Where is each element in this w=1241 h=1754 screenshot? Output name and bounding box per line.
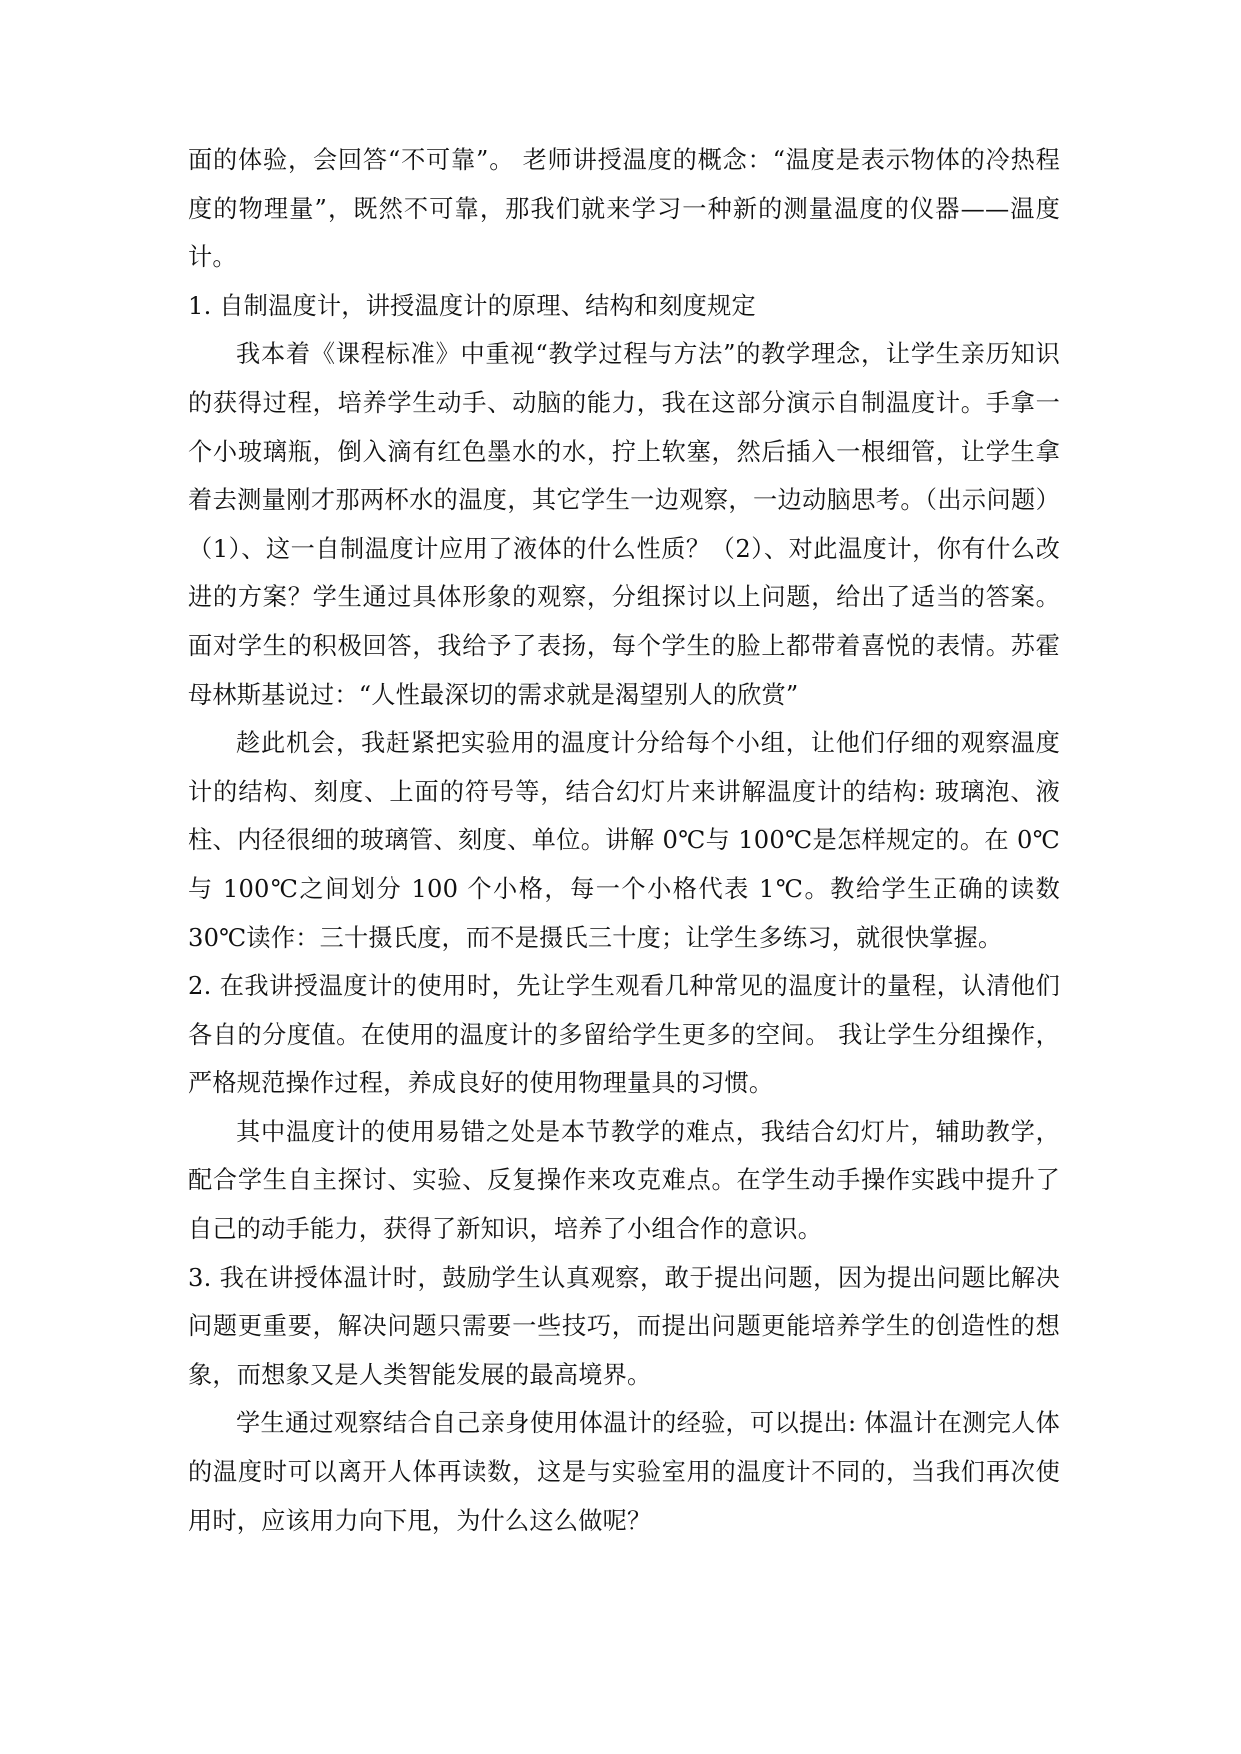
heading-2-thermometer-usage: 2. 在我讲授温度计的使用时，先让学生观看几种常见的温度计的量程，认清他们各自的分度值。在使用的温度计的多留给学生更多的空间。 我让学生分组操作，严格规范操作过程，养成良好的使用物理量具的习惯。 [188, 972, 1060, 1098]
paragraph-usage-difficulty: 其中温度计的使用易错之处是本节教学的难点，我结合幻灯片，辅助教学，配合学生自主探讨、实验、反复操作来攻克难点。在学生动手操作实践中提升了自己的动手能力，获得了新知识，培养了小组合作的意识。 [188, 1117, 1060, 1244]
document-page [188, 136, 1060, 1545]
paragraph-thermometer-structure: 趁此机会，我赶紧把实验用的温度计分给每个小组，让他们仔细的观察温度计的结构、刻度、上面的符号等，结合幻灯片来讲解温度计的结构: 玻璃泡、液柱、内径很细的玻璃管、刻度、单位。讲解 0℃与 100℃是怎样规定的。在 0℃与 100℃之间划分 100 个小格，每一个小格代表 1℃。教给学生正确的读数 30℃读作：三十摄氏度，而不是摄氏三十度；让学生多练习，就很快掌握。 [188, 729, 1060, 952]
heading-3-clinical-thermometer: 3. 我在讲授体温计时，鼓励学生认真观察，敢于提出问题，因为提出问题比解决问题更重要，解决问题只需要一些技巧，而提出问题更能培养学生的创造性的想象，而想象又是人类智能发展的最高境界。 [188, 1263, 1060, 1389]
paragraph-course-standard: 我本着《课程标准》中重视“教学过程与方法”的教学理念，让学生亲历知识的获得过程，培养学生动手、动脑的能力，我在这部分演示自制温度计。手拿一个小玻璃瓶，倒入滴有红色墨水的水，拧上软塞，然后插入一根细管，让学生拿着去测量刚才那两杯水的温度，其它学生一边观察，一边动脑思考。（出示问题）（1）、这一自制温度计应用了液体的什么性质？（2）、对此温度计，你有什么改进的方案？学生通过具体形象的观察，分组探讨以上问题，给出了适当的答案。面对学生的积极回答，我给予了表扬，每个学生的脸上都带着喜悦的表情。苏霍母林斯基说过：“人性最深切的需求就是渴望别人的欣赏” [188, 340, 1060, 709]
heading-1-homemade-thermometer: 1. 自制温度计，讲授温度计的原理、结构和刻度规定 [188, 291, 756, 320]
paragraph-clinical-thermometer-question: 学生通过观察结合自己亲身使用体温计的经验，可以提出: 体温计在测完人体的温度时可以离开人体再读数，这是与实验室用的温度计不同的，当我们再次使用时，应该用力向下甩，为什么这么做呢？ [188, 1409, 1060, 1535]
paragraph-temperature-concept: 面的体验，会回答“不可靠”。 老师讲授温度的概念：“温度是表示物体的冷热程度的物理量”，既然不可靠，那我们就来学习一种新的测量温度的仪器——温度计。 [188, 146, 1060, 272]
